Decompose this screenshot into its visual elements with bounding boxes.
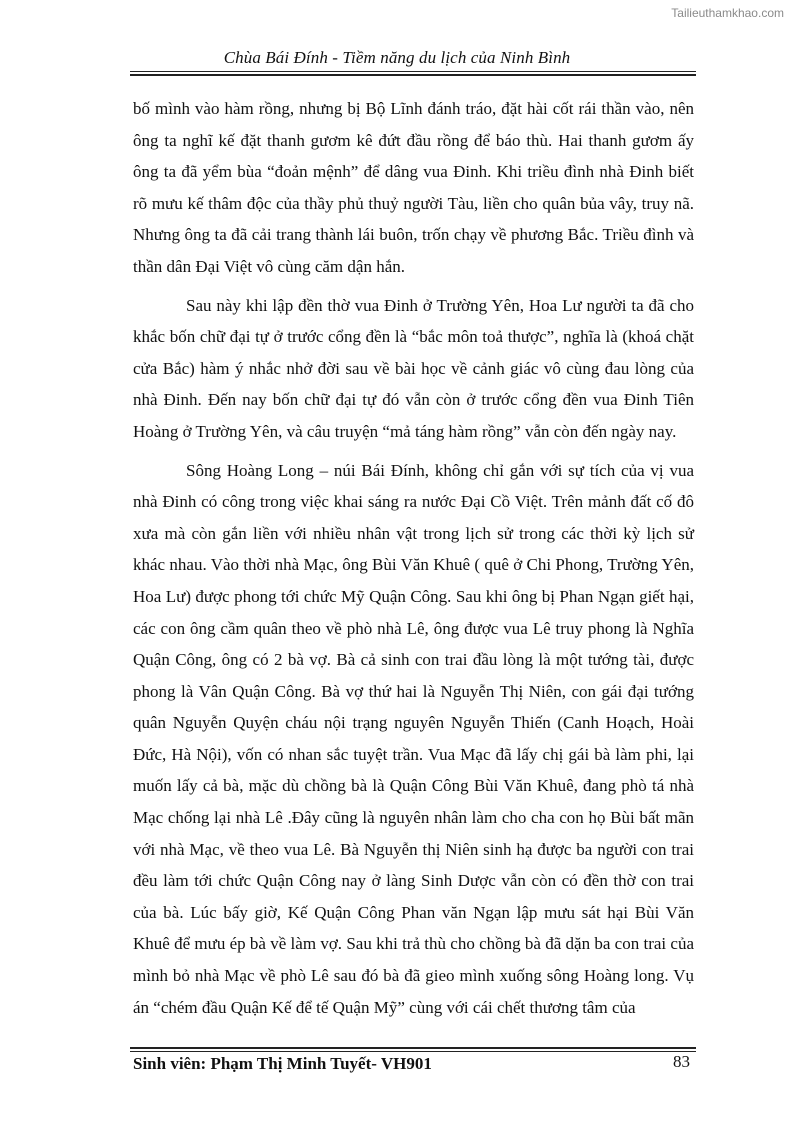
watermark-text: Tailieuthamkhao.com (671, 6, 784, 20)
header-rule-thin (130, 71, 696, 72)
document-body (133, 93, 694, 1023)
paragraph-1: bố mình vào hàm rồng, nhưng bị Bộ Lĩnh đánh tráo, đặt hài cốt rái thần vào, nên ông ta nghĩ kế đặt thanh gươm kê đứt đầu rồng để báo thù. Hai thanh gươm ấy ông ta đã yểm bùa “đoản mệnh” để dâng vua Đinh. Khi triều đình nhà Đinh biết rõ mưu kế thâm độc của thầy phủ thuỷ người Tàu, liền cho quân bủa vây, truy nã. Nhưng ông ta đã cải trang thành lái buôn, trốn chạy về phương Bắc. Triều đình và thần dân Đại Việt vô cùng căm dận hắn. (133, 99, 694, 276)
page-header-title: Chùa Bái Đính - Tiềm năng du lịch của Ninh Bình (223, 48, 571, 67)
footer-author: Sinh viên: Phạm Thị Minh Tuyết- VH901 (133, 1054, 432, 1073)
paragraph-3: Sông Hoàng Long – núi Bái Đính, không chỉ gắn với sự tích của vị vua nhà Đinh có công trong việc khai sáng ra nước Đại Cồ Việt. Trên mảnh đất cố đô xưa mà còn gắn liền với nhiều nhân vật trong lịch sử trong các thời kỳ lịch sử khác nhau. Vào thời nhà Mạc, ông Bùi Văn Khuê ( quê ở Chi Phong, Trường Yên, Hoa Lư) được phong tới chức Mỹ Quận Công. Sau khi ông bị Phan Ngạn giết hại, các con ông cầm quân theo về phò nhà Lê, ông được vua Lê truy phong là Nghĩa Quận Công, ông có 2 bà vợ. Bà cả sinh con trai đầu lòng là một tướng tài, được phong là Vân Quận Công. Bà vợ thứ hai là Nguyễn Thị Niên, con gái đại tướng quân Nguyễn Quyện cháu nội trạng nguyên Nguyễn Thiến (Canh Hoạch, Hoài Đức, Hà Nội), vốn có nhan sắc tuyệt trần. Vua Mạc đã lấy chị gái bà làm phi, lại muốn lấy cả bà, mặc dù chồng bà là Quận Công Bùi Văn Khuê, đang phò tá nhà Mạc chống lại nhà Lê .Đây cũng là nguyên nhân làm cho cha con họ Bùi bất mãn với nhà Mạc, về theo vua Lê. Bà Nguyễn thị Niên sinh hạ được ba người con trai đều làm tới chức Quận Công nay ở làng Sinh Dược vẫn còn có đền thờ con trai của bà. Lúc bấy giờ, Kế Quận Công Phan văn Ngạn lập mưu sát hại Bùi Văn Khuê để mưu ép bà về làm vợ. Sau khi trả thù cho chồng bà đã dặn ba con trai của mình bỏ nhà Mạc về phò Lê sau đó bà đã gieo mình xuống sông Hoàng long. Vụ án “chém đầu Quận Kế để tế Quận Mỹ” cùng với cái chết thương tâm của (133, 460, 694, 1017)
footer-rule-thick (130, 1047, 696, 1049)
footer-rule-thin (130, 1051, 696, 1052)
header-rule-thick (130, 74, 696, 76)
paragraph-2: Sau này khi lập đền thờ vua Đinh ở Trường Yên, Hoa Lư người ta đã cho khắc bốn chữ đại tự ở trước cổng đền là “bắc môn toả thược”, nghĩa là (khoá chặt cửa Bắc) hàm ý nhắc nhở đời sau về bài học về cảnh giác vô cùng đau lòng của nhà Đinh. Đến nay bốn chữ đại tự đó vẫn còn ở trước cổng đền vua Đinh Tiên Hoàng ở Trường Yên, và câu truyện “mả táng hàm rồng” vẫn còn đến ngày nay. (133, 295, 694, 441)
page-number: 83 (673, 1052, 690, 1071)
